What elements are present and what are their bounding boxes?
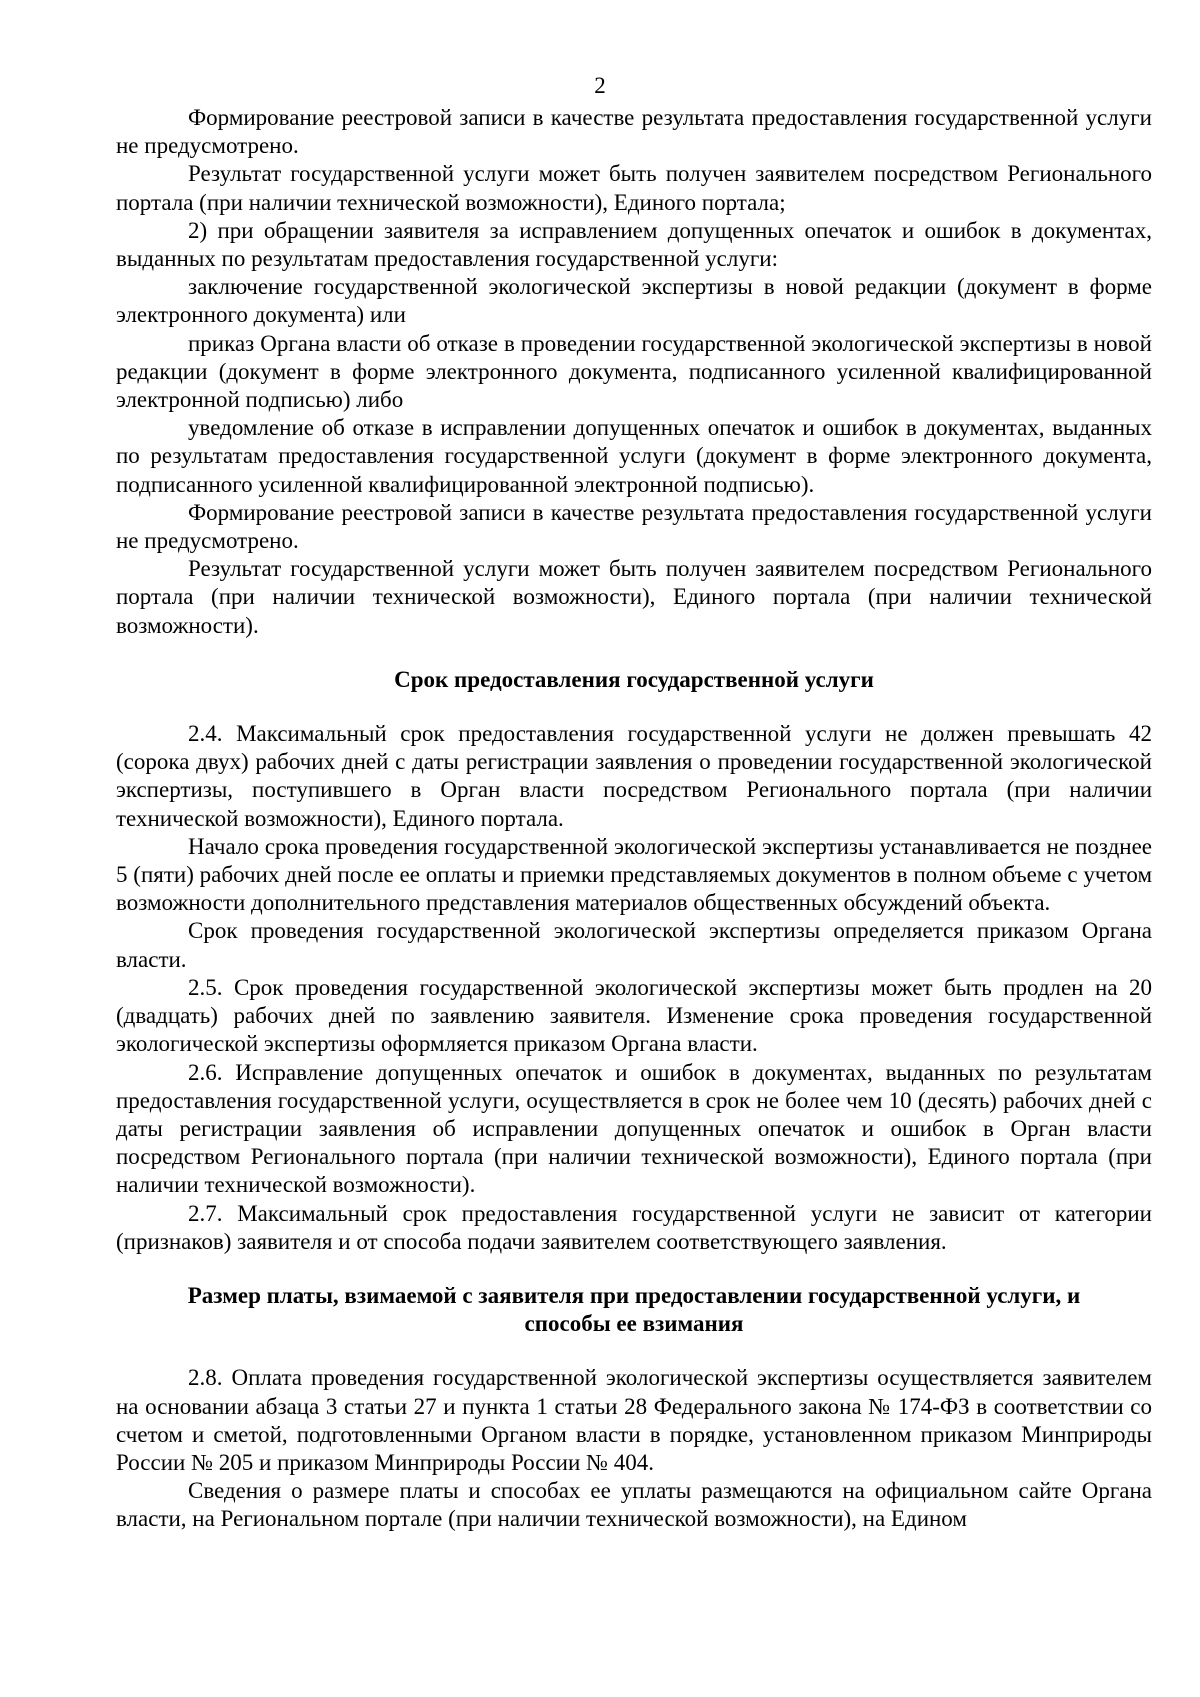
document-body [116,104,1152,1534]
page-number: 2 [594,73,606,98]
paragraph-term-order: Срок проведения государственной экологической экспертизы определяется приказом Органа власти. [116,918,1152,972]
section-heading-term: Срок предоставления государственной услуги [394,666,874,692]
paragraph-term-start: Начало срока проведения государственной экологической экспертизы устанавливается не позднее 5 (пяти) рабочих дней после ее оплаты и приемки представляемых документов в полном объеме с учетом возможности дополнительного представления материалов общественных обсуждений объекта. [116,833,1152,916]
paragraph-result-delivery: Результат государственной услуги может быть получен заявителем посредством Регионального портала (при наличии технической возможности), Единого портала; [116,161,1152,215]
paragraph-registry-record: Формирование реестровой записи в качестве результата предоставления государственной услуги не предусмотрено. [116,105,1152,159]
section-heading-fee-line1: Размер платы, взимаемой с заявителя при предоставлении государственной услуги, и [187,1282,1081,1308]
paragraph-registry-record-2: Формирование реестровой записи в качестве результата предоставления государственной услуги не предусмотрено. [116,499,1152,554]
paragraph-2-7: 2.7. Максимальный срок предоставления государственной услуги не зависит от категории (признаков) заявителя и от способа подачи заявителем соответствующего заявления. [116,1200,1152,1254]
section-heading-fee-line2: способы ее взимания [524,1311,744,1337]
paragraph-2-8: 2.8. Оплата проведения государственной экологической экспертизы осуществляется заявителем на основании абзаца 3 статьи 27 и пункта 1 статьи 28 Федерального закона № 174-ФЗ в соответствии со счетом и сметой, подготовленными Органом власти в порядке, установленном приказом Минприроды России № 205 и приказом Минприроды России № 404. [116,1365,1152,1475]
section-heading-fee [116,1282,1152,1338]
paragraph-2-4: 2.4. Максимальный срок предоставления государственной услуги не должен превышать 42 (сорока двух) рабочих дней с даты регистрации заявления о проведении государственной экологической экспертизы, поступившего в Орган власти посредством Регионального портала (при наличии технической возможности), Единого портала. [116,721,1152,831]
paragraph-conclusion-new-edition: заключение государственной экологической экспертизы в новой редакции (документ в форме электронного документа) или [116,274,1152,328]
paragraph-result-delivery-2: Результат государственной услуги может быть получен заявителем посредством Регионального портала (при наличии технической возможности), Единого портала (при наличии технической возможности). [116,556,1152,638]
paragraph-2-5: 2.5. Срок проведения государственной экологической экспертизы может быть продлен на 20 (двадцать) рабочих дней по заявлению заявителя. Изменение срока проведения государственной экологической экспертизы оформляется приказом Органа власти. [116,974,1152,1057]
paragraph-correction-request: 2) при обращении заявителя за исправлением допущенных опечаток и ошибок в документах, выданных по результатам предоставления государственной услуги: [116,217,1152,272]
paragraph-refusal-notice: уведомление об отказе в исправлении допущенных опечаток и ошибок в документах, выданных по результатам предоставления государственной услуги (документ в форме электронного документа, подписанного усиленной квалифицированной электронной подписью). [116,415,1152,497]
paragraph-refusal-order: приказ Органа власти об отказе в проведении государственной экологической экспертизы в новой редакции (документ в форме электронного документа, подписанного усиленной квалифицированной электронной подписью) либо [116,330,1152,413]
paragraph-2-6: 2.6. Исправление допущенных опечаток и ошибок в документах, выданных по результатам предоставления государственной услуги, осуществляется в срок не более чем 10 (десять) рабочих дней с даты регистрации заявления об исправлении допущенных опечаток и ошибок в Орган власти посредством Регионального портала (при наличии технической возможности), Единого портала (при наличии технической возможности). [116,1059,1152,1198]
paragraph-fee-info: Сведения о размере платы и способах ее уплаты размещаются на официальном сайте Органа власти, на Региональном портале (при наличии технической возможности), на Едином [116,1478,1152,1532]
